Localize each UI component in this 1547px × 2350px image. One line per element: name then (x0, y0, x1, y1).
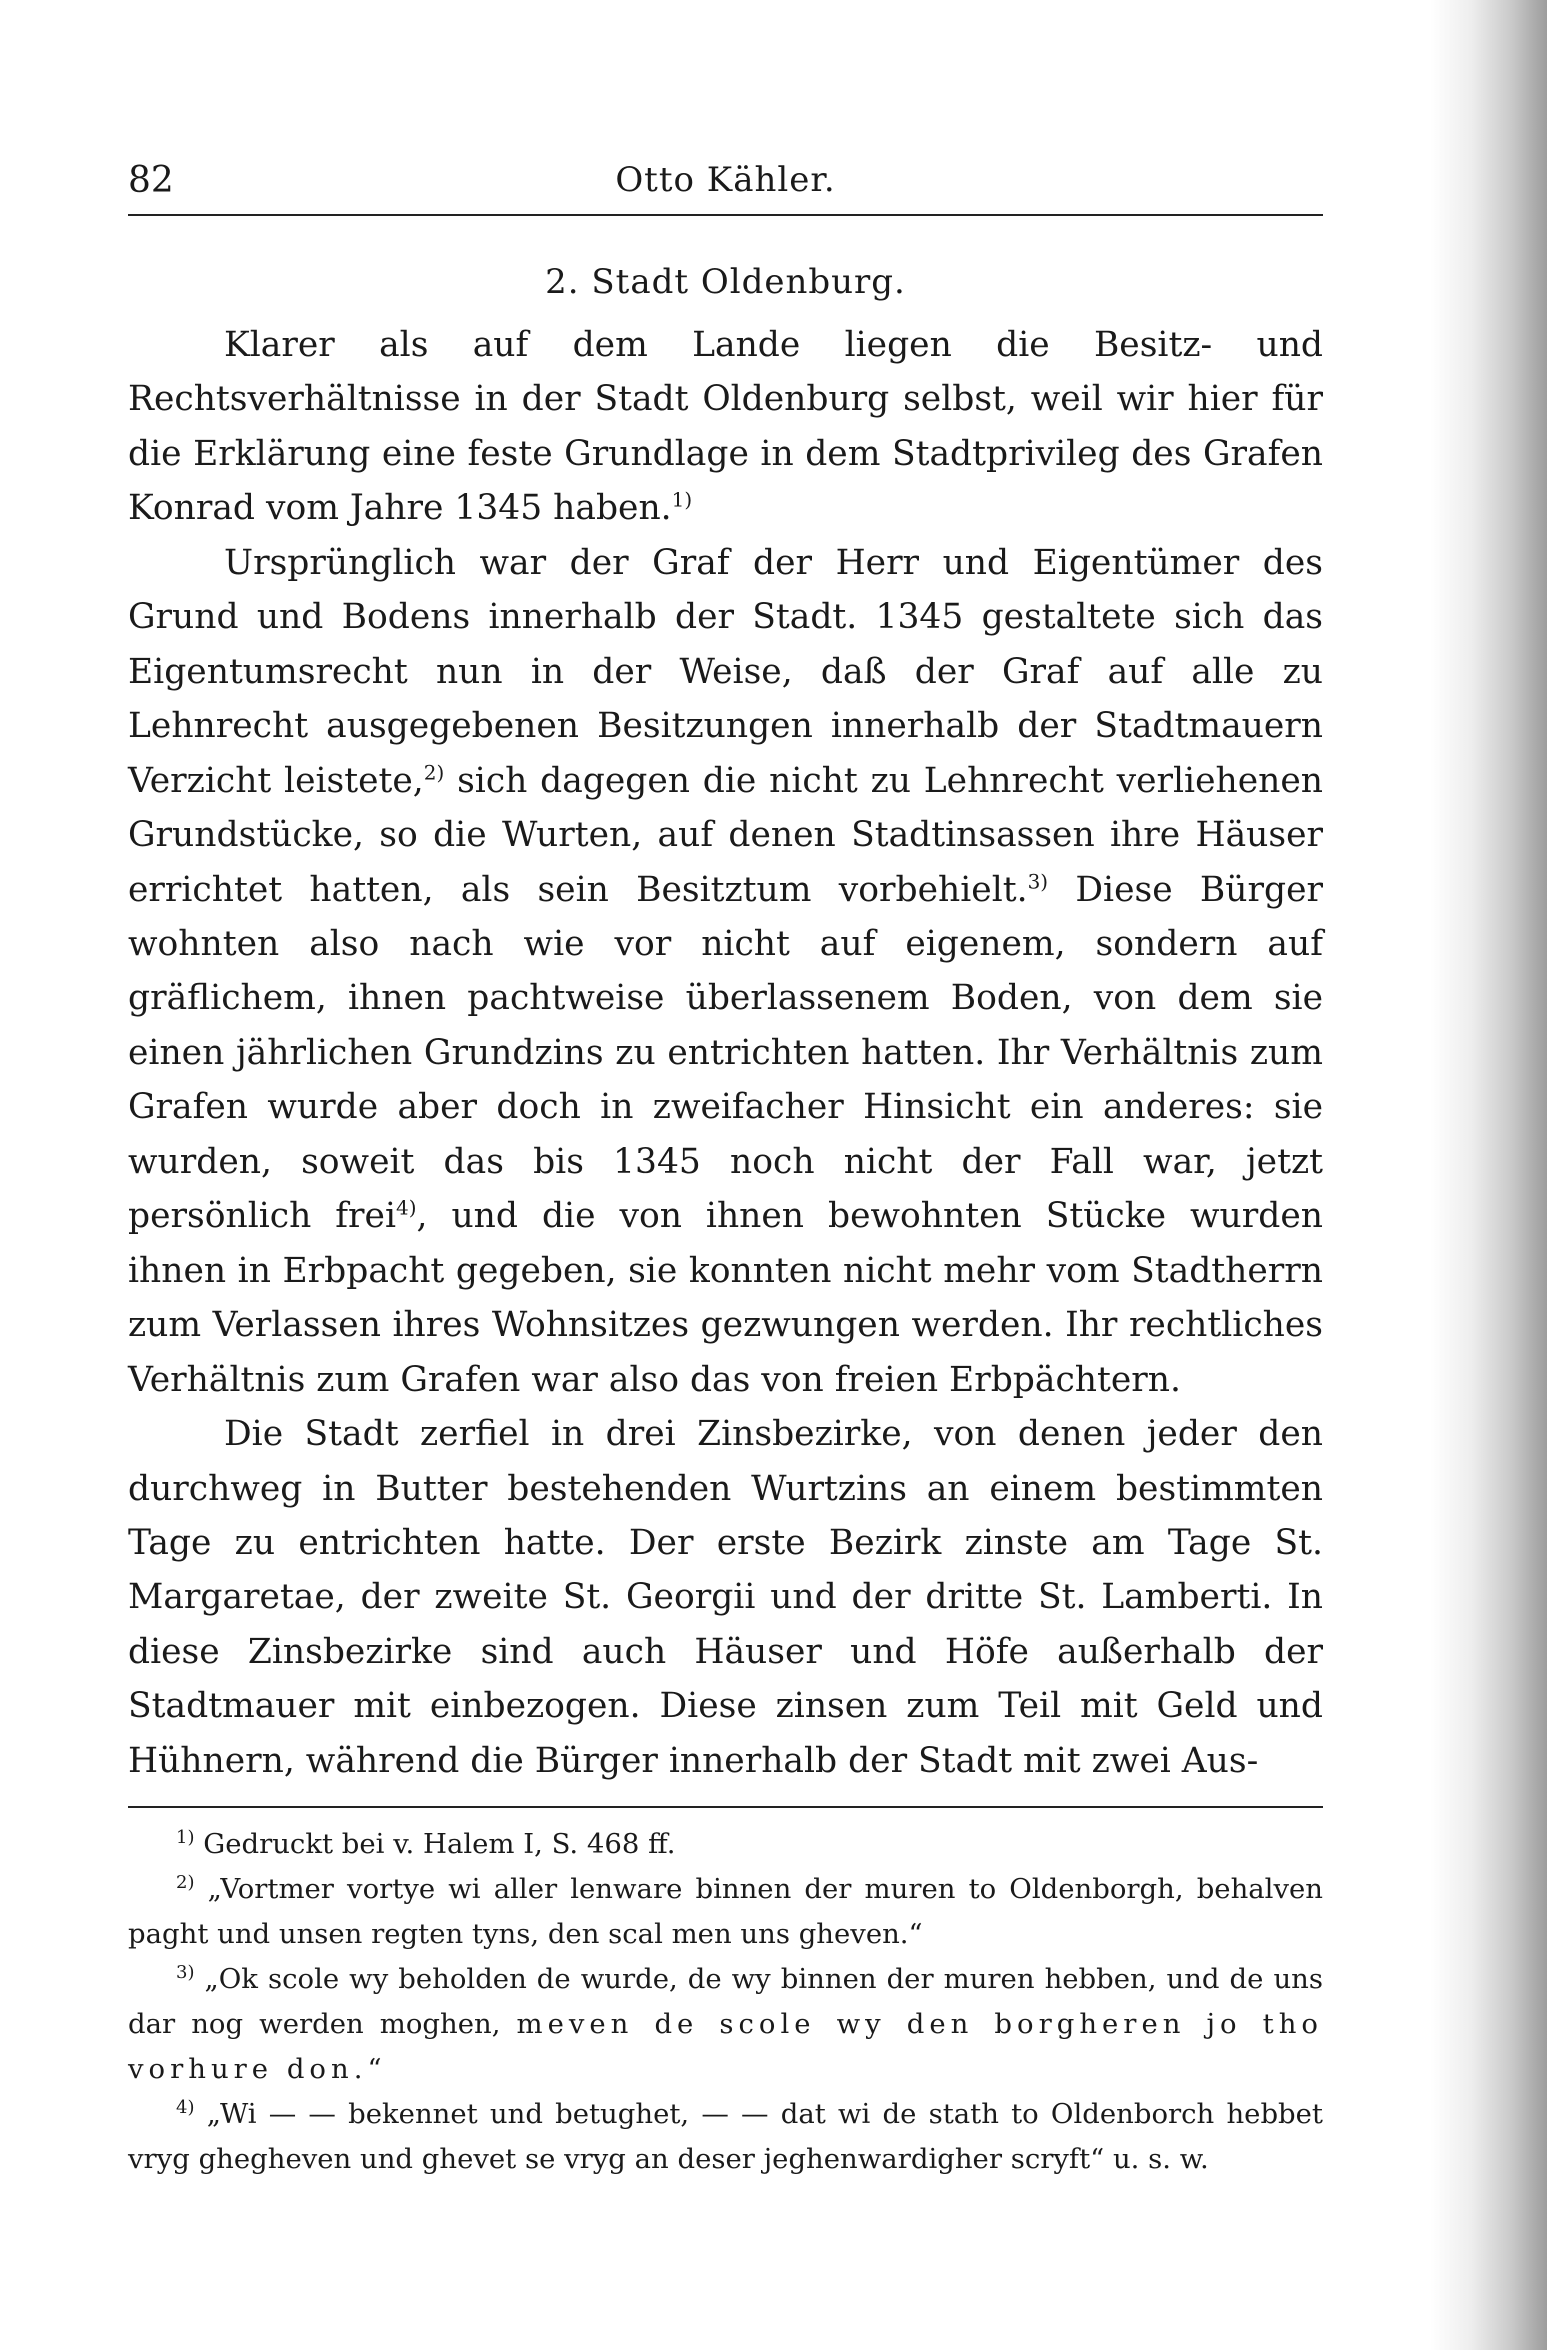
footnote-4 (128, 2092, 1323, 2182)
running-head: Otto Kähler. (615, 160, 836, 200)
footnote-ref-3[interactable]: 3) (1027, 869, 1049, 894)
footnote-2 (128, 1867, 1323, 1957)
paragraph-1 (128, 318, 1323, 536)
footnote-text-spaced: meven de scole wy den borgheren jo tho vorhure don. (128, 2008, 1323, 2085)
section-title: 2. Stadt Oldenburg. (545, 262, 906, 302)
paragraph-3-text: Die Stadt zerfiel in drei Zinsbezirke, von denen jeder den durchweg in Butter bestehenden Wurtzins an einem bestimmten Tage zu entrichten hatte. Der erste Bezirk zinste am Tage St. Margaretae, der zweite St. Georgii und der dritte St. Lamberti. In diese Zinsbezirke sind auch Häuser und Höfe außerhalb der Stadtmauer mit einbezogen. Diese zinsen zum Teil mit Geld und Hühnern, während die Bürger innerhalb der Stadt mit zwei Aus- (128, 1414, 1323, 1781)
paragraph-2 (128, 536, 1323, 1407)
paragraph-2-text-c: Diese Bürger wohnten also nach wie vor nicht auf eigenem, sondern auf gräflichem, ihnen pachtweise überlassenem Boden, von dem sie einen jährlichen Grundzins zu entrichten hatten. Ihr Verhältnis zum Grafen wurde aber doch in zweifacher Hinsicht ein anderes: sie wurden, soweit das bis 1345 noch nicht der Fall war, jetzt persönlich frei (128, 869, 1323, 1237)
footnote-ref-2[interactable]: 2) (423, 760, 445, 785)
paragraph-3 (128, 1407, 1323, 1788)
page-number: 82 (128, 160, 174, 201)
header-rule (128, 214, 1323, 216)
page-edge-shadow (1430, 0, 1547, 2350)
footnote-marker: 4) (176, 2096, 195, 2118)
footnote-ref-4[interactable]: 4) (395, 1195, 417, 1220)
paragraph-2-text-b: sich dagegen die nicht zu Lehnrecht verliehenen Grundstücke, so die Wurten, auf denen Stadtinsassen ihre Häuser errichtet hatten, als sein Besitztum vorbehielt. (128, 760, 1323, 910)
footnote-marker: 2) (176, 1871, 195, 1893)
footnote-text-b: “ (367, 2053, 382, 2085)
footnote-text-a: „Ok scole wy beholden de wurde, de wy binnen der muren hebben, und de uns dar nog werden moghen, (128, 1963, 1323, 2040)
paragraph-2-text-d: , und die von ihnen bewohnten Stücke wurden ihnen in Erbpacht gegeben, sie konnten nicht mehr vom Stadtherrn zum Verlassen ihres Wohnsitzes gezwungen werden. Ihr rechtliches Verhältnis zum Grafen war also das von freien Erbpächtern. (128, 1196, 1323, 1400)
footnote-marker: 1) (176, 1826, 195, 1848)
footnote-text: Gedruckt bei v. Halem I, S. 468 ff. (203, 1828, 676, 1860)
page-header (128, 160, 1323, 210)
footnote-1 (128, 1822, 1323, 1867)
footnote-3 (128, 1957, 1323, 2092)
body-text (128, 318, 1323, 1788)
paragraph-2-text-a: Ursprünglich war der Graf der Herr und Eigentümer des Grund und Bodens innerhalb der Stadt. 1345 gestaltete sich das Eigentumsrecht nun in der Weise, daß der Graf auf alle zu Lehnrecht ausgegebenen Besitzungen innerhalb der Stadtmauern Verzicht leistete, (128, 542, 1323, 801)
footnote-text: „Vortmer vortye wi aller lenware binnen der muren to Oldenborgh, behalven paght und unsen regten tyns, den scal men uns gheven.“ (128, 1873, 1323, 1950)
paragraph-1-text: Klarer als auf dem Lande liegen die Besitz- und Rechtsverhältnisse in der Stadt Oldenburg selbst, weil wir hier für die Erklärung eine feste Grundlage in dem Stadtprivileg des Grafen Konrad vom Jahre 1345 haben. (128, 325, 1323, 529)
footnote-text: „Wi — — bekennet und betughet, — — dat wi de stath to Oldenborch hebbet vryg ghegheven und ghevet se vryg an deser jeghenwardigher scryft“ u. s. w. (128, 2098, 1323, 2175)
footnotes (128, 1822, 1323, 2182)
footnote-ref-1[interactable]: 1) (671, 487, 693, 512)
footnote-marker: 3) (176, 1961, 195, 1983)
footnote-rule (128, 1806, 1323, 1808)
